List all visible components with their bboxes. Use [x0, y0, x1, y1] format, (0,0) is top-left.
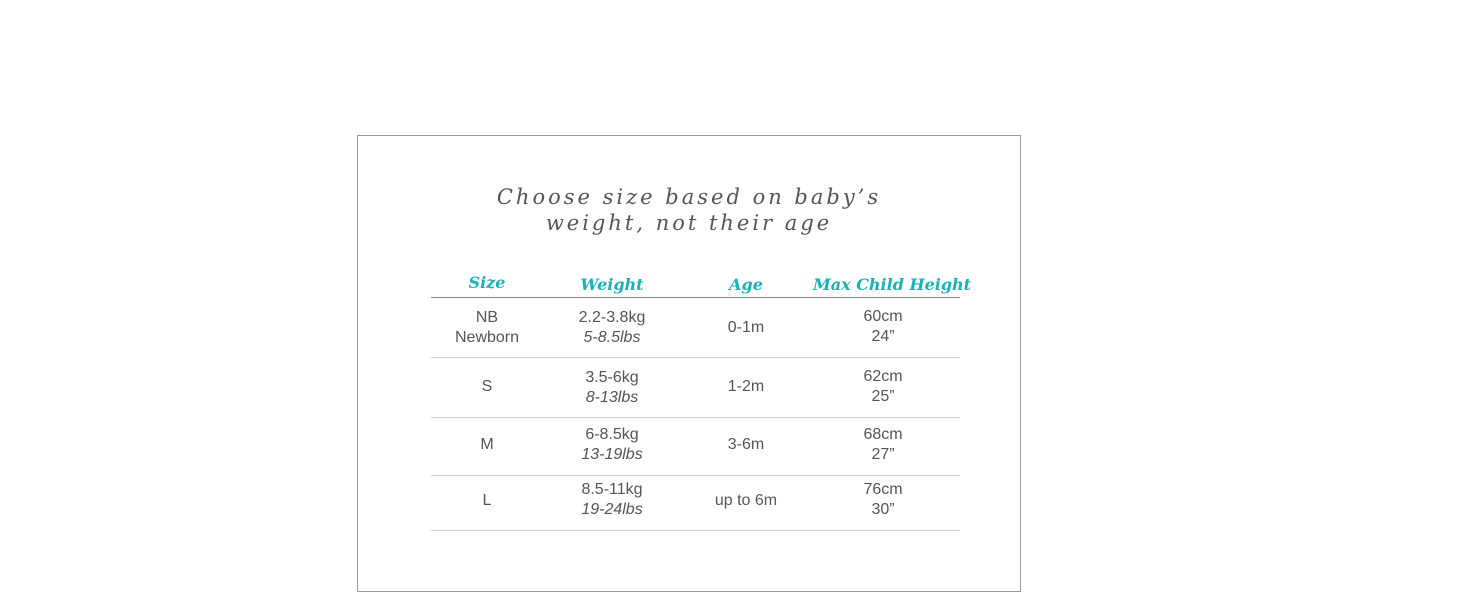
weight-lbs: 5-8.5lbs — [583, 329, 641, 346]
cell-height — [813, 307, 953, 347]
cell-weight — [551, 308, 673, 348]
height-in: 25” — [871, 388, 895, 405]
cell-age: 1-2m — [727, 378, 765, 395]
header-age: Age — [729, 275, 763, 294]
table-row-m — [431, 418, 960, 476]
weight-lbs: 13-19lbs — [581, 446, 643, 463]
height-cm: 62cm — [863, 368, 903, 385]
table-row-nb — [431, 298, 960, 358]
cell-size: M — [480, 436, 494, 453]
cell-age: 3-6m — [727, 436, 765, 453]
cell-age: 0-1m — [727, 319, 765, 336]
cell-weight — [551, 368, 673, 408]
cell-size — [431, 308, 543, 348]
header-max-child-height: Max Child Height — [813, 275, 972, 294]
height-in: 30” — [871, 501, 895, 518]
title-line-1: Choose size based on baby’s — [496, 185, 882, 209]
cell-weight — [551, 480, 673, 520]
cell-height — [813, 367, 953, 407]
cell-height — [813, 480, 953, 520]
cell-height — [813, 425, 953, 465]
height-in: 24” — [871, 328, 895, 345]
size-guide-title — [358, 184, 1020, 236]
header-weight: Weight — [580, 275, 644, 294]
weight-lbs: 19-24lbs — [581, 501, 643, 518]
weight-kg: 6-8.5kg — [585, 426, 639, 443]
table-row-l — [431, 476, 960, 531]
cell-size: S — [481, 378, 493, 395]
weight-kg: 3.5-6kg — [585, 369, 639, 386]
height-cm: 68cm — [863, 426, 903, 443]
table-row-s — [431, 358, 960, 418]
weight-kg: 8.5-11kg — [581, 481, 643, 498]
weight-lbs: 8-13lbs — [585, 389, 639, 406]
title-line-2: weight, not their age — [545, 211, 833, 235]
size-code: NB — [475, 309, 499, 326]
cell-weight — [551, 425, 673, 465]
size-name: Newborn — [454, 329, 520, 346]
weight-kg: 2.2-3.8kg — [578, 309, 646, 326]
height-cm: 60cm — [863, 308, 903, 325]
height-in: 27” — [871, 446, 895, 463]
cell-size: L — [482, 492, 492, 509]
cell-age: up to 6m — [714, 492, 778, 509]
size-guide-card — [357, 135, 1021, 592]
table-header-row — [431, 271, 972, 298]
height-cm: 76cm — [863, 481, 903, 498]
header-size: Size — [468, 273, 506, 292]
size-table — [431, 271, 972, 531]
